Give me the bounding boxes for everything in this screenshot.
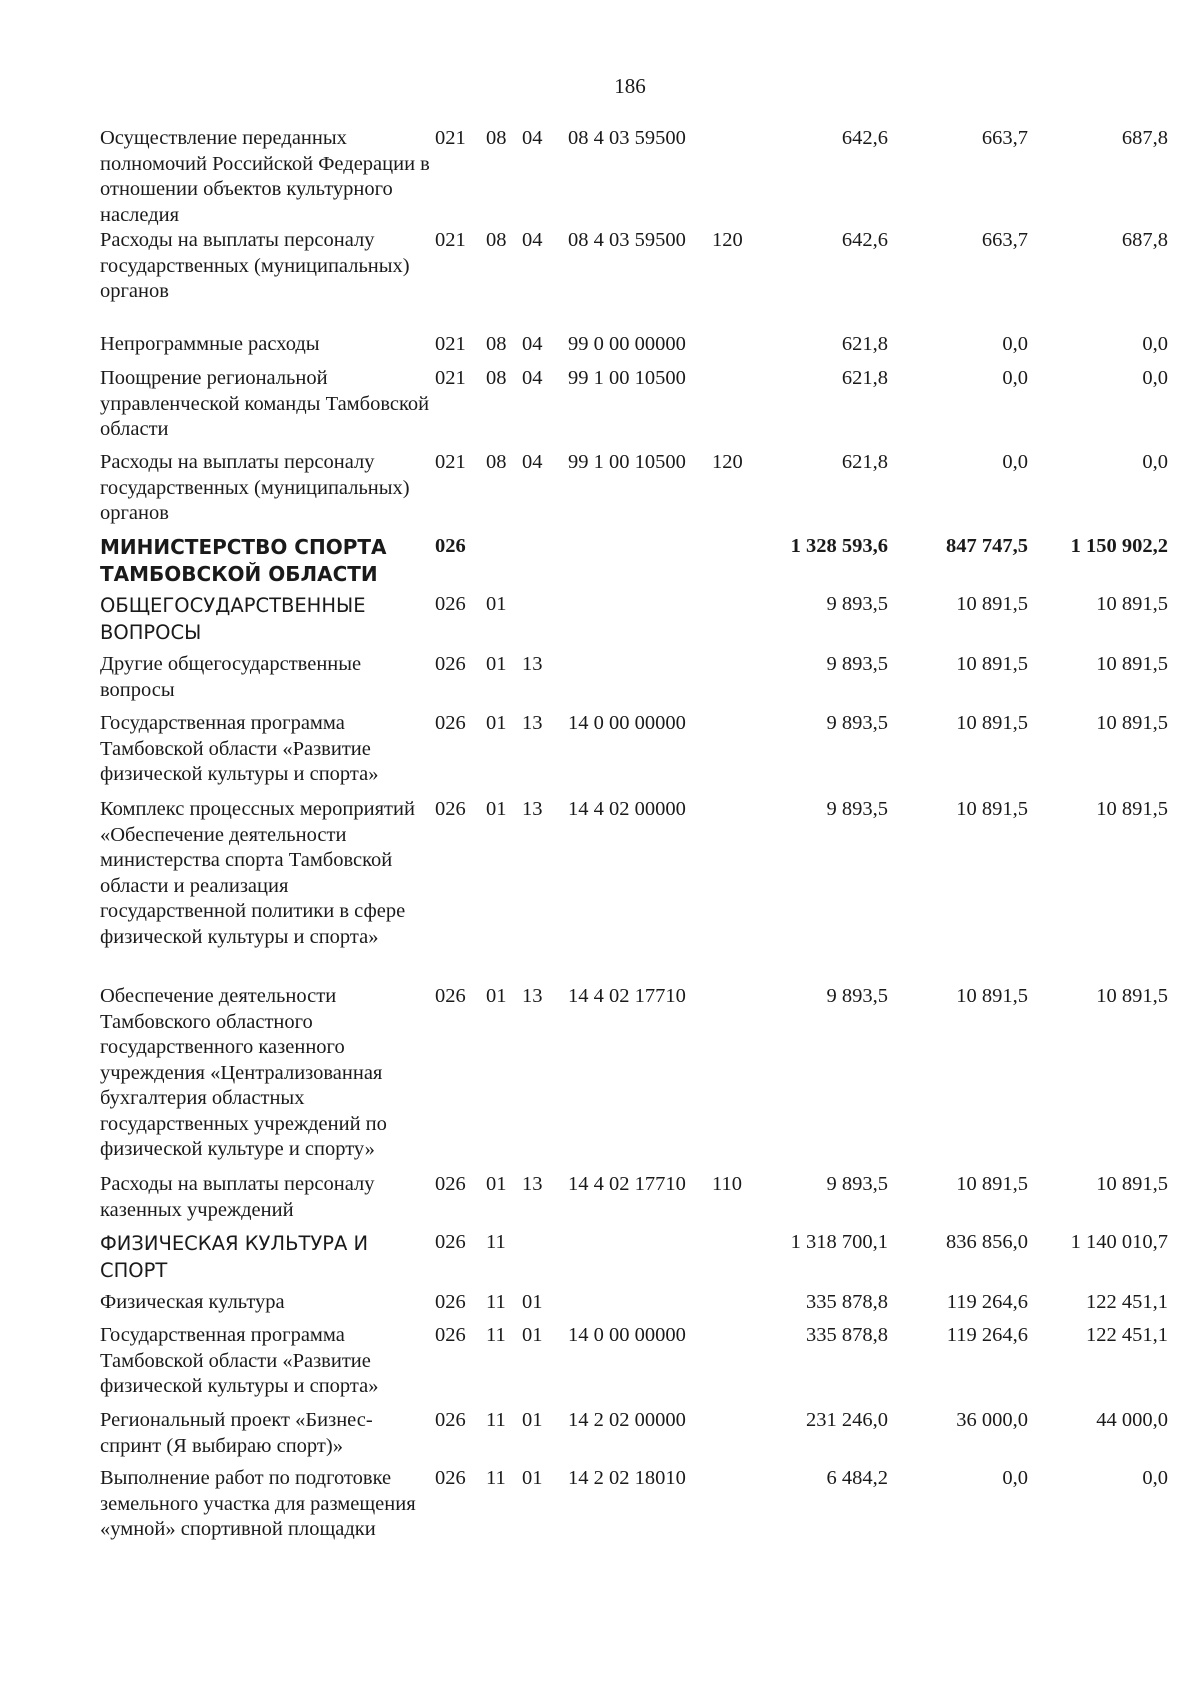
row-year2: 0,0 — [1002, 1467, 1028, 1489]
row-year1: 621,8 — [841, 451, 888, 473]
row-year2: 36 000,0 — [956, 1409, 1028, 1431]
row-pr: 13 — [522, 653, 543, 675]
row-ved: 021 — [435, 229, 466, 251]
row-ved: 026 — [435, 653, 466, 675]
row-year2: 10 891,5 — [956, 712, 1028, 734]
row-ved: 026 — [435, 1324, 466, 1346]
row-rz: 11 — [486, 1291, 506, 1313]
row-description: Расходы на выплаты персоналу государственных (муниципальных) органов — [100, 229, 410, 302]
row-year2: 10 891,5 — [956, 1173, 1028, 1195]
row-pr: 13 — [522, 1173, 543, 1195]
row-year3: 122 451,1 — [1086, 1291, 1168, 1313]
row-year2: 119 264,6 — [946, 1324, 1028, 1346]
row-rz: 01 — [486, 712, 507, 734]
row-year1: 1 318 700,1 — [790, 1231, 888, 1253]
row-csr: 14 4 02 17710 — [568, 985, 686, 1007]
row-csr: 08 4 03 59500 — [568, 229, 686, 251]
row-year3: 10 891,5 — [1096, 593, 1168, 615]
row-year1: 621,8 — [841, 333, 888, 355]
row-description: Комплекс процессных мероприятий «Обеспечение деятельности министерства спорта Тамбовской области и реализация государственной политики в сфере физической культуры и спорта» — [100, 798, 415, 948]
row-year1: 231 246,0 — [806, 1409, 888, 1431]
row-rz: 01 — [486, 798, 507, 820]
row-pr: 04 — [522, 127, 543, 149]
row-year2: 10 891,5 — [956, 653, 1028, 675]
row-description: Физическая культура — [100, 1291, 285, 1313]
row-csr: 14 2 02 00000 — [568, 1409, 686, 1431]
row-ved: 021 — [435, 451, 466, 473]
row-year3: 0,0 — [1142, 333, 1168, 355]
row-year2: 10 891,5 — [956, 798, 1028, 820]
row-year1: 9 893,5 — [826, 593, 888, 615]
row-year2: 0,0 — [1002, 367, 1028, 389]
row-year3: 10 891,5 — [1096, 712, 1168, 734]
row-csr: 14 0 00 00000 — [568, 1324, 686, 1346]
row-rz: 11 — [486, 1409, 506, 1431]
row-year2: 119 264,6 — [946, 1291, 1028, 1313]
row-ved: 026 — [435, 593, 466, 615]
row-vr: 120 — [712, 229, 743, 251]
row-csr: 99 1 00 10500 — [568, 367, 686, 389]
row-csr: 14 2 02 18010 — [568, 1467, 686, 1489]
row-description: ФИЗИЧЕСКАЯ КУЛЬТУРА И СПОРТ — [100, 1232, 369, 1282]
row-year1: 335 878,8 — [806, 1291, 888, 1313]
row-vr: 120 — [712, 451, 743, 473]
row-year3: 44 000,0 — [1096, 1409, 1168, 1431]
row-ved: 021 — [435, 127, 466, 149]
row-description: Непрограммные расходы — [100, 333, 320, 355]
row-rz: 08 — [486, 127, 507, 149]
row-csr: 14 4 02 00000 — [568, 798, 686, 820]
row-year3: 10 891,5 — [1096, 798, 1168, 820]
row-rz: 11 — [486, 1324, 506, 1346]
row-rz: 11 — [486, 1231, 506, 1253]
row-ved: 026 — [435, 535, 466, 557]
row-year1: 621,8 — [841, 367, 888, 389]
row-ved: 026 — [435, 798, 466, 820]
row-description: Выполнение работ по подготовке земельного участка для размещения «умной» спортивной площадки — [100, 1467, 416, 1540]
row-year1: 6 484,2 — [826, 1467, 888, 1489]
row-year2: 836 856,0 — [946, 1231, 1028, 1253]
row-rz: 08 — [486, 451, 507, 473]
row-year1: 9 893,5 — [826, 653, 888, 675]
row-rz: 01 — [486, 653, 507, 675]
row-ved: 026 — [435, 1291, 466, 1313]
row-year1: 642,6 — [841, 127, 888, 149]
row-description: Региональный проект «Бизнес-спринт (Я выбираю спорт)» — [100, 1409, 373, 1457]
row-year2: 663,7 — [981, 229, 1028, 251]
row-year3: 1 150 902,2 — [1070, 535, 1168, 557]
row-year1: 9 893,5 — [826, 1173, 888, 1195]
row-pr: 04 — [522, 229, 543, 251]
row-year1: 335 878,8 — [806, 1324, 888, 1346]
row-rz: 11 — [486, 1467, 506, 1489]
row-year2: 847 747,5 — [946, 535, 1028, 557]
row-description: Государственная программа Тамбовской области «Развитие физической культуры и спорта» — [100, 712, 379, 785]
row-year3: 10 891,5 — [1096, 985, 1168, 1007]
page-number: 186 — [614, 74, 646, 98]
row-pr: 01 — [522, 1409, 543, 1431]
row-year2: 663,7 — [981, 127, 1028, 149]
row-year1: 642,6 — [841, 229, 888, 251]
row-pr: 04 — [522, 451, 543, 473]
row-year2: 10 891,5 — [956, 593, 1028, 615]
row-ved: 026 — [435, 1409, 466, 1431]
row-description: Расходы на выплаты персоналу казенных учреждений — [100, 1173, 375, 1221]
row-description: Другие общегосударственные вопросы — [100, 653, 362, 701]
row-year3: 687,8 — [1121, 229, 1168, 251]
row-rz: 08 — [486, 229, 507, 251]
row-description: Расходы на выплаты персоналу государственных (муниципальных) органов — [100, 451, 410, 524]
row-year3: 0,0 — [1142, 1467, 1168, 1489]
row-csr: 99 0 00 00000 — [568, 333, 686, 355]
row-pr: 01 — [522, 1467, 543, 1489]
row-pr: 13 — [522, 712, 543, 734]
row-year2: 10 891,5 — [956, 985, 1028, 1007]
row-pr: 13 — [522, 985, 543, 1007]
row-year1: 1 328 593,6 — [790, 535, 888, 557]
row-rz: 01 — [486, 985, 507, 1007]
row-csr: 99 1 00 10500 — [568, 451, 686, 473]
row-year3: 10 891,5 — [1096, 653, 1168, 675]
row-description: Обеспечение деятельности Тамбовского областного государственного казенного учреждения «Централизованная бухгалтерия областных государственных учреждений по физической культуре и спорту» — [100, 985, 387, 1160]
row-rz: 01 — [486, 593, 507, 615]
row-year1: 9 893,5 — [826, 798, 888, 820]
row-description: ОБЩЕГОСУДАРСТВЕННЫЕ ВОПРОСЫ — [100, 594, 366, 644]
row-year3: 0,0 — [1142, 367, 1168, 389]
row-year3: 687,8 — [1121, 127, 1168, 149]
row-year3: 122 451,1 — [1086, 1324, 1168, 1346]
row-description: МИНИСТЕРСТВО СПОРТА ТАМБОВСКОЙ ОБЛАСТИ — [100, 535, 387, 586]
row-year1: 9 893,5 — [826, 985, 888, 1007]
row-ved: 026 — [435, 1231, 466, 1253]
row-ved: 026 — [435, 985, 466, 1007]
row-year3: 1 140 010,7 — [1070, 1231, 1168, 1253]
row-description: Государственная программа Тамбовской области «Развитие физической культуры и спорта» — [100, 1324, 379, 1397]
row-year3: 10 891,5 — [1096, 1173, 1168, 1195]
row-pr: 01 — [522, 1291, 543, 1313]
row-ved: 021 — [435, 333, 466, 355]
row-year2: 0,0 — [1002, 333, 1028, 355]
row-description: Осуществление переданных полномочий Российской Федерации в отношении объектов культурного наследия — [100, 127, 430, 226]
row-pr: 04 — [522, 367, 543, 389]
row-csr: 08 4 03 59500 — [568, 127, 686, 149]
row-ved: 026 — [435, 712, 466, 734]
row-rz: 08 — [486, 367, 507, 389]
row-csr: 14 4 02 17710 — [568, 1173, 686, 1195]
row-description: Поощрение региональной управленческой команды Тамбовской области — [100, 367, 430, 440]
row-vr: 110 — [712, 1173, 742, 1195]
row-rz: 08 — [486, 333, 507, 355]
row-year2: 0,0 — [1002, 451, 1028, 473]
row-pr: 04 — [522, 333, 543, 355]
row-pr: 01 — [522, 1324, 543, 1346]
row-ved: 021 — [435, 367, 466, 389]
row-ved: 026 — [435, 1467, 466, 1489]
row-pr: 13 — [522, 798, 543, 820]
row-rz: 01 — [486, 1173, 507, 1195]
row-year3: 0,0 — [1142, 451, 1168, 473]
row-ved: 026 — [435, 1173, 466, 1195]
row-csr: 14 0 00 00000 — [568, 712, 686, 734]
row-year1: 9 893,5 — [826, 712, 888, 734]
